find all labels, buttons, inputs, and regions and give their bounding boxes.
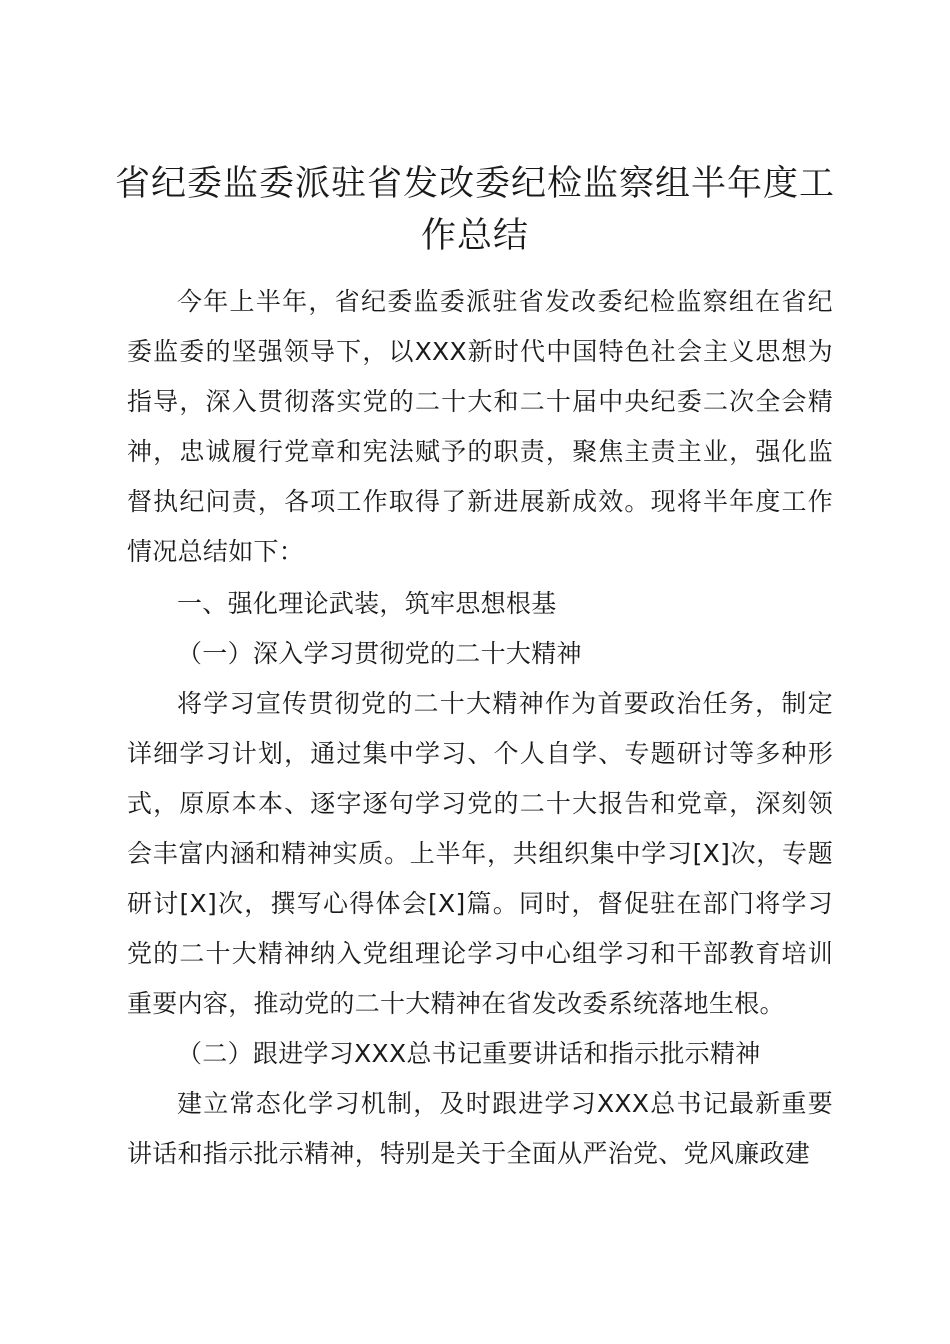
section-heading: 一、强化理论武装，筑牢思想根基: [177, 589, 557, 618]
document-title: 省纪委监委派驻省发改委纪检监察组半年度工作总结: [114, 164, 835, 256]
intro-paragraph: 今年上半年，省纪委监委派驻省发改委纪检监察组在省纪委监委的坚强领导下，以XXX新时代中国特色社会主义思想为指导，深入贯彻落实党的二十大和二十届中央纪委二次全会精神，忠诚履行党章和宪法赋予的职责，聚焦主责主业，强化监督执纪问责，各项工作取得了新进展新成效。现将半年度工作情况总结如下：: [127, 287, 833, 566]
subsection-heading: （一）深入学习贯彻党的二十大精神: [177, 639, 582, 668]
document-body: [127, 277, 833, 1179]
subsection-paragraph: 建立常态化学习机制，及时跟进学习XXX总书记最新重要讲话和指示批示精神，特别是关于全面从严治党、党风廉政建: [127, 1089, 833, 1168]
subsection-paragraph: 将学习宣传贯彻党的二十大精神作为首要政治任务，制定详细学习计划，通过集中学习、个人自学、专题研讨等多种形式，原原本本、逐字逐句学习党的二十大报告和党章，深刻领会丰富内涵和精神实质。上半年，共组织集中学习[X]次，专题研讨[X]次，撰写心得体会[X]篇。同时，督促驻在部门将学习党的二十大精神纳入党组理论学习中心组学习和干部教育培训重要内容，推动党的二十大精神在省发改委系统落地生根。: [127, 689, 833, 1018]
subsection-heading: （二）跟进学习XXX总书记重要讲话和指示批示精神: [177, 1039, 761, 1068]
